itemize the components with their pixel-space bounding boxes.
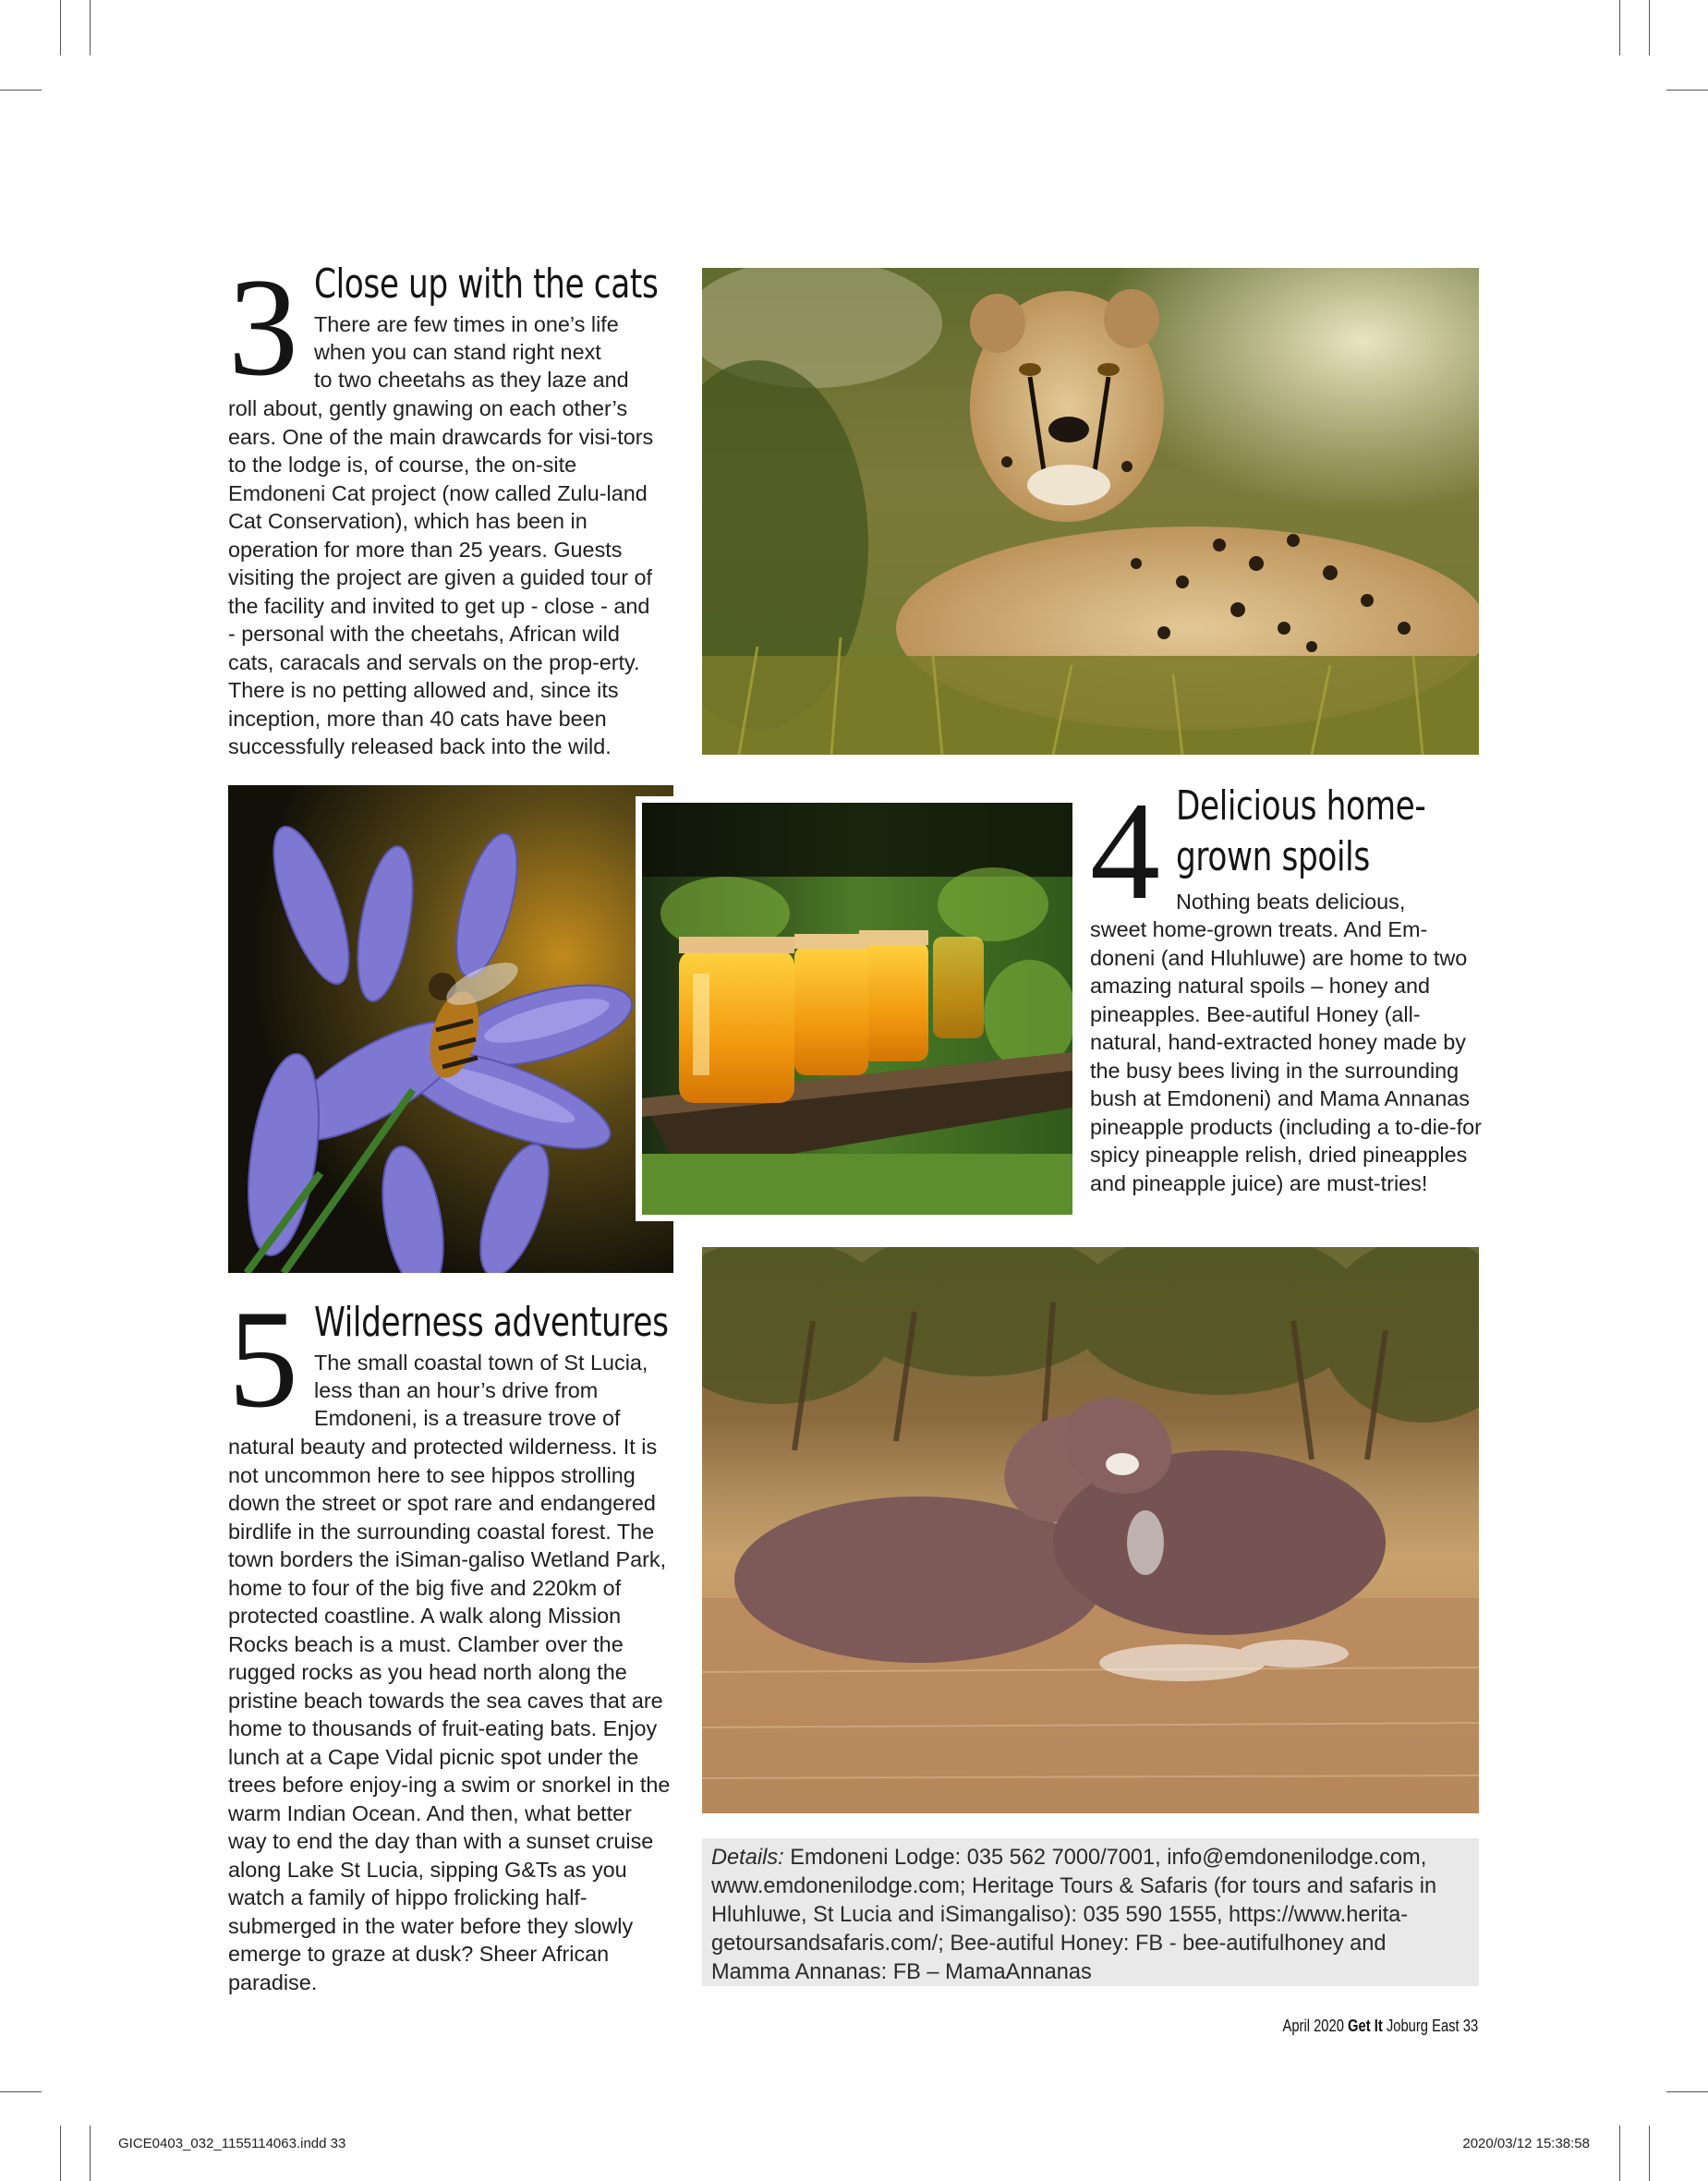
details-text: Emdoneni Lodge: 035 562 7000/7001, info@emdonenilodge.com, www.emdonenilodge.com; Heritage Tours & Safaris (for tours and safaris in Hluhluwe, St Lucia and iSimangaliso): 035 590 1555, https://www.herita-getoursandsafaris.com/; Bee-autiful Honey: FB - bee-autifulhoney and Mamma Annanas: FB – MamaAnnanas (711, 1846, 1437, 1984)
crop-mark (1619, 2126, 1620, 2181)
section-5-indented-line: less than an hour’s drive from (314, 1378, 599, 1402)
details-label: Details: (711, 1846, 784, 1870)
cheetah-illustration (702, 268, 1479, 755)
slug-filename: GICE0403_032_1155114063.indd 33 (118, 2136, 346, 2151)
section-5-indented-line: Emdoneni, is a treasure trove of (314, 1406, 621, 1430)
footer-date: April 2020 (1282, 2017, 1348, 2035)
section-3-body: roll about, gently gnawing on each other’s ears. One of the main drawcards for visi-tors to the lodge is, of course, the on-site Emdoneni Cat project (now called Zulu-land Cat Conservation), which has been in operation for more than 25 years. Guests visiting the project are given a guided tour of the facility and invited to get up - close - and - personal with the cheetahs, African wild cats, caracals and servals on the prop-erty. There is no petting allowed and, since its inception, more than 40 cats have been successfully released back into the wild. (228, 396, 654, 758)
footer-edition: Joburg East 33 (1382, 2017, 1478, 2035)
page-footer (1282, 2017, 1478, 2036)
crop-mark (1649, 2126, 1650, 2181)
section-3-indented-line: to two cheetahs as they laze and (314, 368, 629, 392)
slug-timestamp: 2020/03/12 15:38:58 (1462, 2136, 1590, 2151)
section-5-title: Wilderness adventures (314, 1299, 669, 1346)
crop-mark (0, 90, 42, 91)
cheetah-photo (702, 268, 1479, 755)
crop-mark (90, 0, 91, 55)
section-4-title-line: Delicious home- (1176, 782, 1426, 830)
bee-flower-illustration (228, 785, 673, 1273)
section-3-indented-line: when you can stand right next (314, 340, 601, 364)
section-4-indented-line: Nothing beats delicious, (1176, 890, 1406, 914)
section-4-body: sweet home-grown treats. And Em-doneni (and Hluhluwe) are home to two amazing natural spoils – honey and pineapples. Bee-autiful Honey (all-natural, hand-extracted honey made by the busy bees living in the surrounding bush at Emdoneni) and Mama Annanas pineapple products (including a to-die-for spicy pineapple relish, dried pineapples and pineapple juice) are must-tries! (1090, 917, 1482, 1195)
hippos-photo (702, 1247, 1479, 1813)
details-box (702, 1838, 1479, 1986)
crop-mark (1619, 0, 1620, 55)
crop-mark (90, 2126, 91, 2181)
footer-brand: Get It (1347, 2017, 1383, 2035)
crop-mark (0, 2091, 42, 2092)
crop-mark (60, 2126, 61, 2181)
crop-mark (1649, 0, 1650, 55)
section-3-number: 3 (228, 249, 298, 405)
crop-mark (1666, 90, 1708, 91)
section-4-title-line: grown spoils (1176, 833, 1370, 880)
section-3-title: Close up with the cats (314, 261, 659, 308)
section-5-body: natural beauty and protected wilderness. It is not uncommon here to see hippos strolling down the street or spot rare and endangered birdlife in the surrounding coastal forest. The town borders the iSiman-galiso Wetland Park, home to four of the big five and 220km of protected coastline. A walk along Mission Rocks beach is a must. Clamber over the rugged rocks as you head north along the pristine beach towards the sea caves that are home to thousands of fruit-eating bats. Enjoy lunch at a Cape Vidal picnic spot under the trees before enjoy-ing a swim or snorkel in the warm Indian Ocean. And then, what better way to end the day than with a sunset cruise along Lake St Lucia, sipping G&Ts as you watch a family of hippo frolicking half-submerged in the water before they slowly emerge to graze at dusk? Sheer African paradise. (228, 1435, 671, 1994)
section-5-number: 5 (228, 1281, 298, 1436)
section-5-indented-line: The small coastal town of St Lucia, (314, 1351, 648, 1375)
crop-mark (1666, 2091, 1708, 2092)
section-4-number: 4 (1090, 773, 1160, 928)
honey-jars-illustration (642, 803, 1072, 1215)
crop-mark (60, 0, 61, 55)
hippos-illustration (702, 1247, 1479, 1813)
honey-photo (636, 796, 1079, 1221)
bee-flower-photo (228, 785, 673, 1273)
section-3-indented-line: There are few times in one’s life (314, 312, 619, 336)
